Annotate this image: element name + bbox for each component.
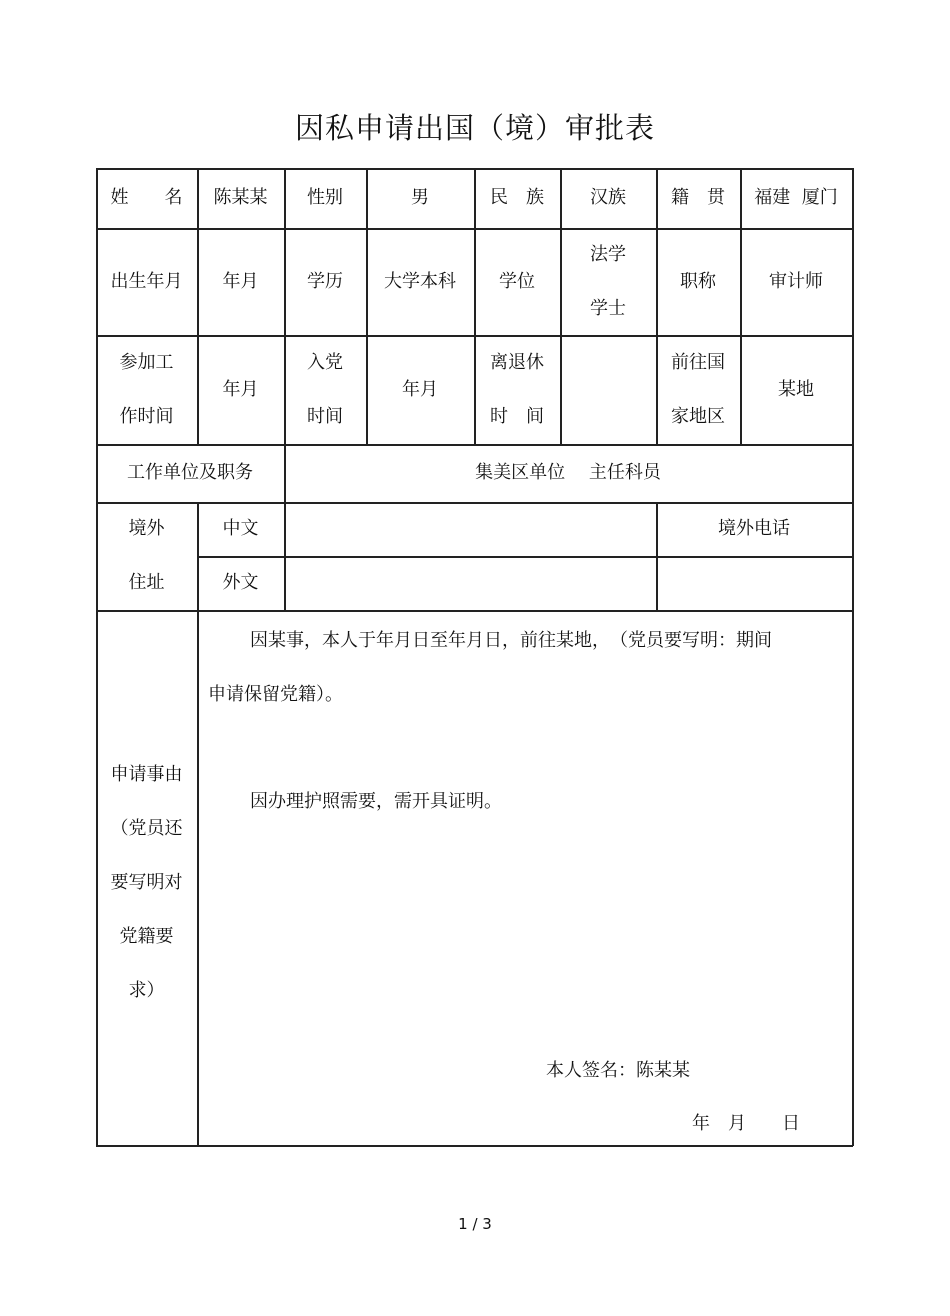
unit-value: 集美区单位 主任科员 (475, 462, 661, 484)
destination-label (656, 335, 740, 444)
overseas-address-label (96, 502, 197, 610)
work-start-value: 年月 (222, 378, 259, 400)
degree-value (560, 228, 656, 335)
retire-value (560, 335, 656, 444)
reason-text-line: 申请保留党籍）。 (208, 684, 343, 705)
chinese-address-label: 中文 (222, 518, 259, 540)
degree-value-line: 法学 (590, 243, 626, 265)
date-line: 年 月 日 (692, 1113, 800, 1134)
foreign-address-value (284, 556, 656, 610)
overseas-address-label-line: 住址 (128, 572, 165, 593)
retire-label (474, 335, 560, 444)
name-value: 陈某某 (213, 187, 268, 209)
work-start-label (96, 335, 197, 444)
signature-line: 本人签名：陈某某 (546, 1060, 690, 1081)
reason-label-line: 要写明对 (110, 872, 183, 893)
overseas-address-label-line: 境外 (128, 518, 165, 539)
table-border-right (852, 168, 854, 1146)
retire-label-line: 时 间 (490, 405, 544, 427)
reason-label-line: 党籍要 (119, 926, 174, 947)
degree-label: 学位 (499, 270, 535, 292)
ethnic-value: 汉族 (590, 187, 626, 209)
work-start-label-line: 参加工 (119, 351, 174, 373)
reason-text-line: 因某事，本人于年月日至年月日，前往某地， （党员要写明：期间 (250, 630, 772, 651)
row-divider (96, 610, 853, 612)
overseas-phone-label: 境外电话 (718, 518, 790, 540)
destination-label-line: 前往国 (671, 351, 725, 373)
ethnic-label: 民 族 (490, 187, 544, 209)
retire-label-line: 离退休 (490, 351, 544, 373)
birth-label: 出生年月 (110, 270, 183, 292)
education-label: 学历 (307, 270, 343, 292)
party-join-value: 年月 (402, 378, 438, 400)
party-join-label-line: 入党 (307, 351, 343, 373)
overseas-phone-value (656, 556, 852, 610)
destination-label-line: 家地区 (671, 405, 725, 427)
native-value: 福建 厦门 (754, 187, 838, 209)
party-join-label (284, 335, 366, 444)
reason-label-line: 申请事由 (110, 764, 183, 785)
party-join-label-line: 时间 (307, 405, 343, 427)
foreign-address-label: 外文 (222, 572, 259, 594)
title-label: 职称 (680, 270, 716, 292)
reason-label-line: 求） (128, 980, 165, 1001)
work-start-label-line: 作时间 (119, 405, 174, 427)
name-label: 姓 名 (110, 187, 183, 209)
reason-text-line: 因办理护照需要，需开具证明。 (250, 791, 502, 812)
page-number: 1 / 3 (458, 1215, 492, 1233)
gender-value: 男 (411, 187, 429, 209)
reason-label-line: （党员还 (110, 818, 183, 839)
title-value: 审计师 (769, 270, 823, 292)
unit-label: 工作单位及职务 (127, 462, 253, 484)
reason-label (96, 748, 197, 1018)
destination-value: 某地 (778, 378, 814, 400)
education-value: 大学本科 (384, 270, 456, 292)
chinese-address-value (284, 502, 656, 556)
native-label: 籍 贯 (671, 187, 725, 209)
form-title: 因私申请出国（境）审批表 (294, 111, 655, 145)
degree-value-line: 学士 (590, 297, 626, 319)
birth-value: 年月 (222, 270, 259, 292)
gender-label: 性别 (307, 187, 343, 209)
